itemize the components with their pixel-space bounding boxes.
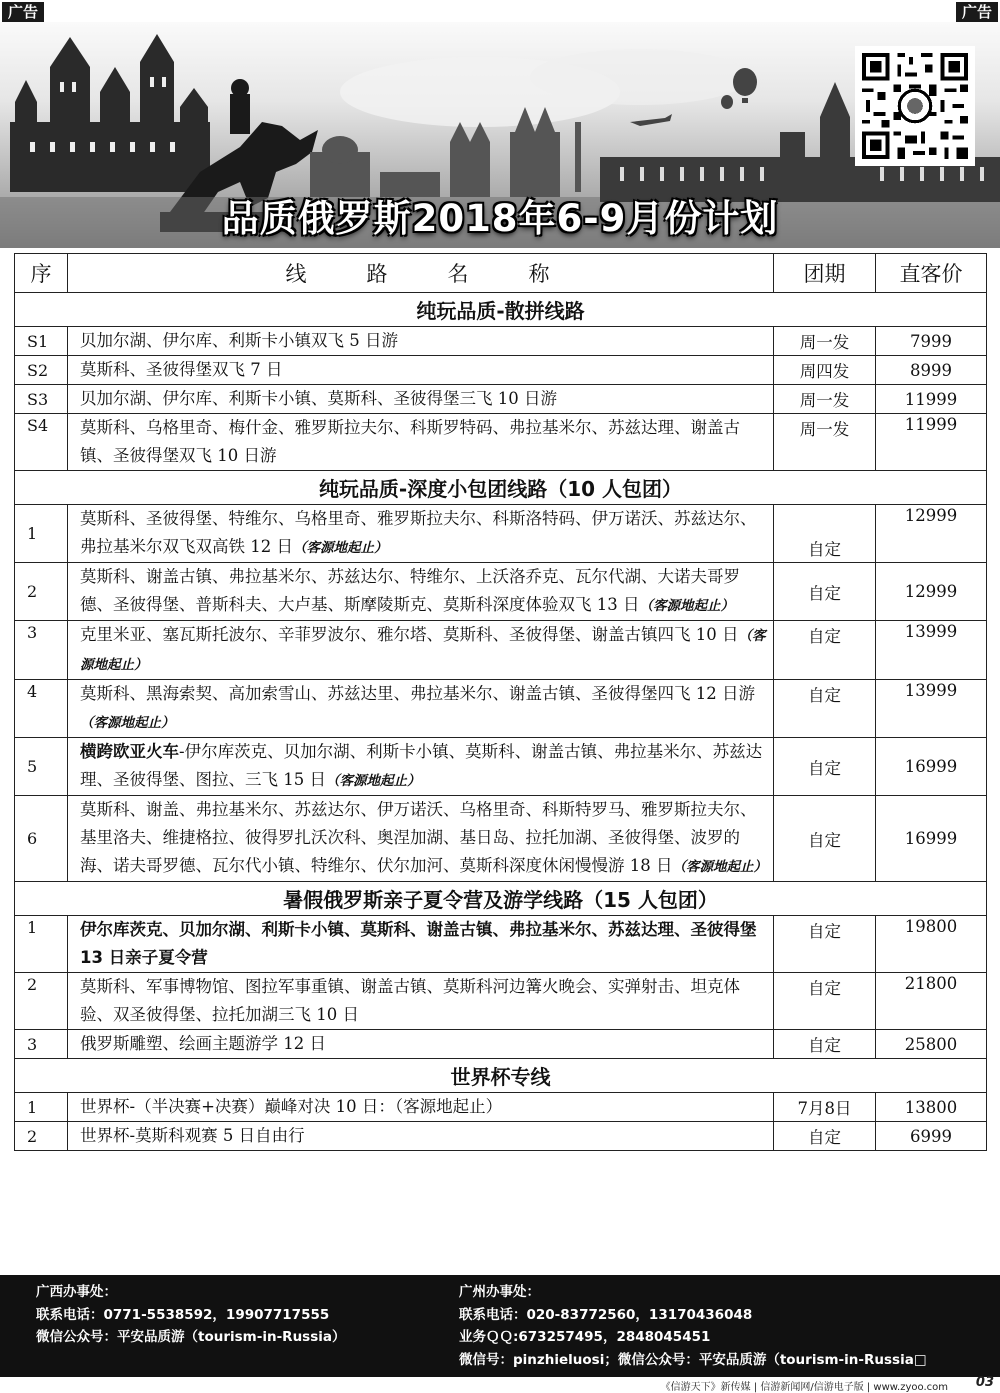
row-date: 自定 bbox=[774, 916, 876, 973]
office-title: 广西办事处： bbox=[36, 1284, 117, 1300]
row-code: 2 bbox=[15, 1122, 68, 1151]
route-note: （客源地起止） bbox=[672, 859, 767, 875]
page-number: 03 bbox=[975, 1375, 994, 1390]
row-price: 11999 bbox=[876, 385, 987, 414]
row-route: 莫斯科、乌格里奇、梅什金、雅罗斯拉夫尔、科斯罗特码、弗拉基米尔、苏兹达理、谢盖古镇、圣彼得堡双飞 10 日游 bbox=[68, 414, 774, 471]
table-row bbox=[15, 621, 987, 680]
section-title: 纯玩品质-散拼线路 bbox=[15, 293, 987, 327]
table-row bbox=[15, 916, 987, 973]
route-highlight: 横跨欧亚火车 bbox=[80, 742, 179, 761]
route-note: （客源地起止） bbox=[80, 628, 766, 673]
row-route: 俄罗斯雕塑、绘画主题游学 12 日 bbox=[68, 1030, 774, 1059]
ad-tag-left: 广告 bbox=[2, 2, 44, 23]
table-row bbox=[15, 973, 987, 1030]
qr-code-icon bbox=[855, 46, 975, 166]
header-price: 直客价 bbox=[876, 254, 987, 293]
row-route bbox=[68, 738, 774, 796]
table-row bbox=[15, 356, 987, 385]
banner-title: 品质俄罗斯2018年6-9月份计划 bbox=[221, 197, 779, 240]
section-title: 纯玩品质-深度小包团线路（10 人包团） bbox=[15, 471, 987, 505]
row-price: 11999 bbox=[876, 414, 987, 471]
row-price: 8999 bbox=[876, 356, 987, 385]
table-row bbox=[15, 414, 987, 471]
row-code: S2 bbox=[15, 356, 68, 385]
row-date: 自定 bbox=[774, 505, 876, 563]
row-date: 周一发 bbox=[774, 385, 876, 414]
route-note: （客源地起止） bbox=[80, 715, 175, 731]
row-route: 莫斯科、圣彼得堡双飞 7 日 bbox=[68, 356, 774, 385]
table-row bbox=[15, 385, 987, 414]
row-date: 自定 bbox=[774, 563, 876, 621]
section-title: 暑假俄罗斯亲子夏令营及游学线路（15 人包团） bbox=[15, 882, 987, 916]
route-text: -伊尔库茨克、贝加尔湖、利斯卡小镇、莫斯科、谢盖古镇、弗拉基米尔、苏兹达理、圣彼得堡、图拉、三飞 15 日 bbox=[80, 742, 763, 789]
row-date: 自定 bbox=[774, 738, 876, 796]
header-route: 线路名称 bbox=[68, 254, 774, 293]
row-code: 2 bbox=[15, 563, 68, 621]
row-code: 1 bbox=[15, 1093, 68, 1122]
row-price: 7999 bbox=[876, 327, 987, 356]
row-price: 19800 bbox=[876, 916, 987, 973]
table-row bbox=[15, 738, 987, 796]
row-date: 自定 bbox=[774, 1030, 876, 1059]
row-date: 7月8日 bbox=[774, 1093, 876, 1122]
office-qq: 业务ＱＱ:673257495，2848045451 bbox=[459, 1329, 711, 1345]
row-route: 贝加尔湖、伊尔库、利斯卡小镇、莫斯科、圣彼得堡三飞 10 日游 bbox=[68, 385, 774, 414]
row-date: 自定 bbox=[774, 680, 876, 738]
office-title: 广州办事处： bbox=[459, 1284, 540, 1300]
row-price: 25800 bbox=[876, 1030, 987, 1059]
table-row bbox=[15, 1030, 987, 1059]
row-price: 13999 bbox=[876, 680, 987, 738]
header-code: 序 bbox=[15, 254, 68, 293]
row-price: 13800 bbox=[876, 1093, 987, 1122]
publication-source: 《信游天下》新传媒 | 信游新闻网/信游电子版 | www.zyoo.com bbox=[660, 1382, 948, 1393]
table-row bbox=[15, 796, 987, 882]
route-note: （客源地起止） bbox=[639, 598, 734, 614]
office-wechat: 微信号：pinzhieluosi；微信公众号：平安品质游（tourism-in-Russia□ bbox=[459, 1351, 927, 1368]
row-date: 自定 bbox=[774, 1122, 876, 1151]
route-text: 莫斯科、谢盖古镇、弗拉基米尔、苏兹达尔、特维尔、上沃洛乔克、瓦尔代湖、大诺夫哥罗德、圣彼得堡、普斯科夫、大卢基、斯摩陵斯克、莫斯科深度体验双飞 13 日 bbox=[80, 567, 740, 614]
row-route bbox=[68, 796, 774, 882]
row-code: 4 bbox=[15, 680, 68, 738]
row-route: 世界杯-莫斯科观赛 5 日自由行 bbox=[68, 1122, 774, 1151]
row-code: S3 bbox=[15, 385, 68, 414]
row-code: S1 bbox=[15, 327, 68, 356]
row-code: 6 bbox=[15, 796, 68, 882]
row-code: 1 bbox=[15, 505, 68, 563]
section-header bbox=[15, 882, 987, 916]
row-date: 周四发 bbox=[774, 356, 876, 385]
row-price: 16999 bbox=[876, 796, 987, 882]
row-price: 12999 bbox=[876, 505, 987, 563]
row-code: S4 bbox=[15, 414, 68, 471]
section-header bbox=[15, 293, 987, 327]
row-price: 12999 bbox=[876, 563, 987, 621]
table-row bbox=[15, 1093, 987, 1122]
row-date: 周一发 bbox=[774, 414, 876, 471]
row-route bbox=[68, 680, 774, 738]
row-route bbox=[68, 563, 774, 621]
route-text: 克里米亚、塞瓦斯托波尔、辛菲罗波尔、雅尔塔、莫斯科、圣彼得堡、谢盖古镇四飞 10 日 bbox=[80, 625, 739, 644]
office-phone: 联系电话：0771-5538592，19907717555 bbox=[36, 1306, 330, 1323]
route-text: 莫斯科、黑海索契、高加索雪山、苏兹达里、弗拉基米尔、谢盖古镇、圣彼得堡四飞 12 日游 bbox=[80, 684, 755, 703]
row-date: 自定 bbox=[774, 973, 876, 1030]
row-code: 5 bbox=[15, 738, 68, 796]
row-code: 2 bbox=[15, 973, 68, 1030]
row-date: 自定 bbox=[774, 621, 876, 680]
table-row bbox=[15, 505, 987, 563]
row-route: 贝加尔湖、伊尔库、利斯卡小镇双飞 5 日游 bbox=[68, 327, 774, 356]
row-code: 3 bbox=[15, 1030, 68, 1059]
office-guangzhou bbox=[459, 1281, 927, 1371]
row-route bbox=[68, 916, 774, 973]
row-route: 莫斯科、军事博物馆、图拉军事重镇、谢盖古镇、莫斯科河边篝火晚会、实弹射击、坦克体验、双圣彼得堡、拉托加湖三飞 10 日 bbox=[68, 973, 774, 1030]
row-route: 世界杯-（半决赛+决赛）巅峰对决 10 日：（客源地起止） bbox=[68, 1093, 774, 1122]
ad-tag-right: 广告 bbox=[956, 2, 998, 23]
office-wechat: 微信公众号：平安品质游（tourism-in-Russia） bbox=[36, 1329, 346, 1345]
row-code: 3 bbox=[15, 621, 68, 680]
bottom-strip bbox=[0, 1377, 1000, 1391]
plan-table bbox=[14, 253, 987, 1151]
section-header bbox=[15, 471, 987, 505]
route-note: （客源地起止） bbox=[326, 773, 421, 789]
row-price: 16999 bbox=[876, 738, 987, 796]
section-header bbox=[15, 1059, 987, 1093]
row-code: 1 bbox=[15, 916, 68, 973]
row-route bbox=[68, 505, 774, 563]
table-header-row bbox=[15, 254, 987, 293]
office-phone: 联系电话：020-83772560，13170436048 bbox=[459, 1306, 753, 1323]
table-row bbox=[15, 1122, 987, 1151]
section-title: 世界杯专线 bbox=[15, 1059, 987, 1093]
header-date: 团期 bbox=[774, 254, 876, 293]
route-note: （客源地起止） bbox=[293, 540, 388, 556]
banner bbox=[0, 22, 1000, 248]
route-highlight: 伊尔库茨克、贝加尔湖、利斯卡小镇、莫斯科、谢盖古镇、弗拉基米尔、苏兹达理、圣彼得堡 13 日亲子夏令营 bbox=[80, 920, 757, 967]
row-date: 周一发 bbox=[774, 327, 876, 356]
row-price: 6999 bbox=[876, 1122, 987, 1151]
row-route bbox=[68, 621, 774, 680]
table-row bbox=[15, 563, 987, 621]
route-text: 莫斯科、圣彼得堡、特维尔、乌格里奇、雅罗斯拉夫尔、科斯洛特码、伊万诺沃、苏兹达尔、弗拉基米尔双飞双高铁 12 日 bbox=[80, 509, 757, 556]
route-text: 莫斯科、谢盖、弗拉基米尔、苏兹达尔、伊万诺沃、乌格里奇、科斯特罗马、雅罗斯拉夫尔、基里洛夫、维捷格拉、彼得罗扎沃次科、奥涅加湖、基日岛、拉托加湖、圣彼得堡、波罗的海、诺夫哥罗德、瓦尔代小镇、特维尔、伏尔加河、莫斯科深度休闲慢慢游 18 日 bbox=[80, 800, 757, 875]
row-date: 自定 bbox=[774, 796, 876, 882]
table-row bbox=[15, 680, 987, 738]
table-row bbox=[15, 327, 987, 356]
footer-contact-bar bbox=[0, 1275, 1000, 1377]
office-guangxi bbox=[36, 1281, 346, 1349]
row-price: 21800 bbox=[876, 973, 987, 1030]
row-price: 13999 bbox=[876, 621, 987, 680]
